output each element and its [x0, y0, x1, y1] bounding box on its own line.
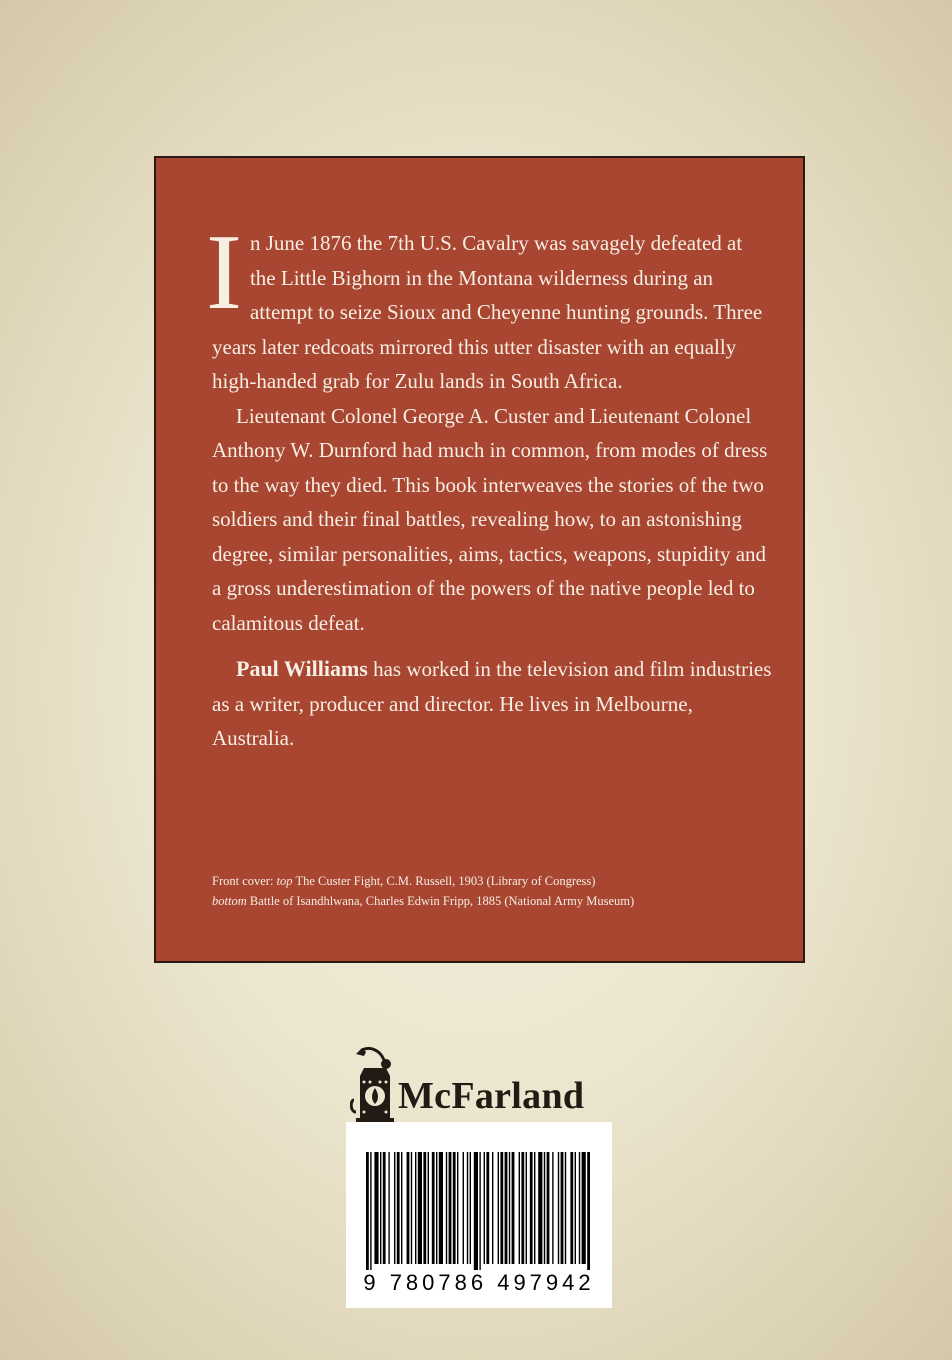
credit-bottom-label: bottom: [212, 894, 247, 908]
credit-top-text: The Custer Fight, C.M. Russell, 1903 (Library of Congress): [292, 874, 596, 888]
barcode-bar: [374, 1152, 378, 1264]
barcode-bar: [565, 1152, 566, 1264]
barcode-bar: [394, 1152, 395, 1264]
barcode-bar: [579, 1152, 580, 1264]
barcode-bar: [538, 1152, 542, 1264]
barcode-bar: [479, 1152, 480, 1270]
barcode-bar: [407, 1152, 410, 1264]
barcode-bar: [463, 1152, 464, 1264]
barcode-bar: [512, 1152, 515, 1264]
barcode-bar: [428, 1152, 429, 1264]
barcode-bar: [453, 1152, 456, 1264]
author-bio: [212, 652, 772, 756]
barcode-bar: [509, 1152, 510, 1264]
barcode-bar: [575, 1152, 576, 1264]
barcode-bar: [415, 1152, 416, 1264]
barcode-bar: [582, 1152, 586, 1264]
barcode-bar: [411, 1152, 412, 1264]
credit-top-label: top: [276, 874, 293, 888]
barcode-bar: [484, 1152, 485, 1264]
barcode-bar: [500, 1152, 503, 1264]
barcode-bar: [470, 1152, 471, 1264]
description-paragraph-2: Lieutenant Colonel George A. Custer and Lieutenant Colonel Anthony W. Durnford had much in common, from modes of dress to the way they died. This book interweaves the stories of the two soldiers and their final battles, revealing how, to an astonishing degree, similar personalities, aims, tactics, weapons, stupidity and a gross underestimation of the powers of the native people led to calamitous defeat.: [212, 403, 768, 635]
credit-bottom-text: Battle of Isandhlwana, Charles Edwin Fripp, 1885 (National Army Museum): [246, 894, 635, 908]
author-name: Paul Williams: [236, 656, 368, 681]
barcode-bar: [486, 1152, 489, 1264]
barcode-bar: [432, 1152, 435, 1264]
author-bio-text: has worked in the television and film industries as a writer, producer and director. He lives in Melbourne, Australia.: [212, 657, 772, 750]
barcode-bar: [418, 1152, 422, 1264]
barcode-bar: [570, 1152, 573, 1264]
description-paragraph-1: [206, 213, 772, 399]
back-cover-panel: [154, 156, 805, 963]
barcode-bar: [439, 1152, 443, 1264]
drop-cap: I: [206, 213, 242, 332]
credit-line-bottom: [212, 891, 792, 911]
barcode-bar: [397, 1152, 400, 1264]
barcode-bar: [449, 1152, 452, 1264]
barcode-bar: [370, 1152, 371, 1270]
credit-prefix: Front cover:: [212, 874, 277, 888]
publisher-logo: [350, 1046, 620, 1126]
barcode-bar: [366, 1152, 369, 1270]
barcode-bar: [547, 1152, 550, 1264]
barcode-bar: [498, 1152, 499, 1264]
cover-credits: [212, 871, 792, 911]
barcode-bar: [505, 1152, 508, 1264]
barcode-bar: [534, 1152, 535, 1264]
credit-line-top: [212, 871, 792, 891]
barcode-bar: [474, 1152, 478, 1270]
barcode-bar: [436, 1152, 437, 1264]
barcode-bar: [519, 1152, 520, 1264]
barcode-bar: [492, 1152, 493, 1264]
barcode-bar: [526, 1152, 527, 1264]
isbn-barcode: [346, 1122, 612, 1308]
barcode-bar: [467, 1152, 468, 1264]
barcode-bar: [423, 1152, 426, 1264]
barcode-bar: [446, 1152, 447, 1264]
barcode-bar: [521, 1152, 524, 1264]
barcode-bar: [558, 1152, 559, 1264]
barcode-bar: [530, 1152, 533, 1264]
publisher-name: McFarland: [398, 1075, 585, 1117]
barcode-bar: [457, 1152, 458, 1264]
description-paragraph-1-text: n June 1876 the 7th U.S. Cavalry was savagely defeated at the Little Bighorn in the Montana wilderness during an attempt to seize Sioux and Cheyenne hunting grounds. Three years later redcoats mirrored this utter disaster with an equally high-handed grab for Zulu lands in South Africa.: [212, 231, 763, 393]
barcode-bar: [544, 1152, 545, 1264]
barcode-bar: [401, 1152, 402, 1264]
barcode-bar: [587, 1152, 590, 1270]
barcode-bar: [552, 1152, 553, 1264]
barcode-bar: [380, 1152, 381, 1264]
barcode-bar: [561, 1152, 564, 1264]
barcode-bar: [388, 1152, 389, 1264]
book-description: [206, 213, 772, 756]
isbn-number: 9 780786 497942: [363, 1270, 595, 1295]
barcode-bars: [364, 1152, 594, 1270]
barcode-bar: [383, 1152, 386, 1264]
